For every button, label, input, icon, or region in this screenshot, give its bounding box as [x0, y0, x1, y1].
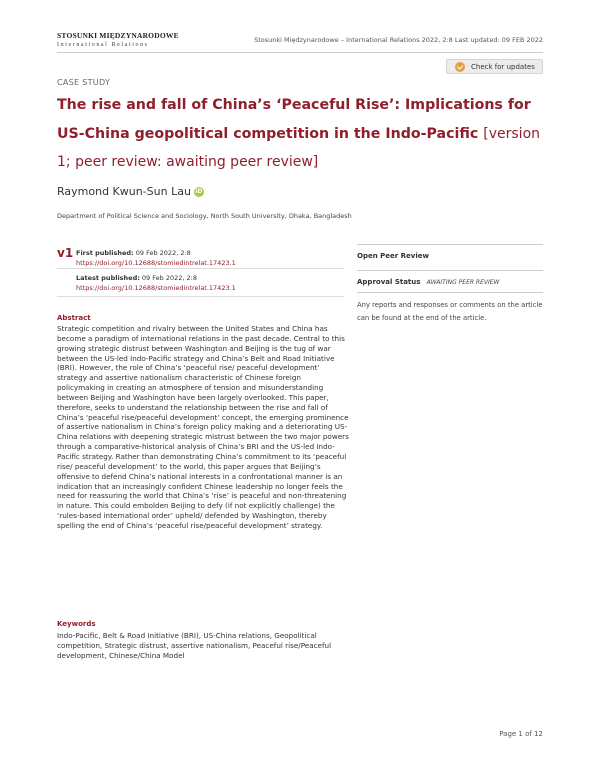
abstract-text: Strategic competition and rivalry between the United States and China has become a paradigm of international relations in the past decade. Central to this growing strategic distrust between Washington and Beijing is the tug of war between the US-led Indo-Pacific strategy and China’s Belt and Road Initiative (BRI). However, the role of China’s ‘peaceful rise/ peaceful development’ strategy and assertive nationalism characteristic of Chinese foreign policymaking in creating an atmosphere of tension and misunderstanding between Beijing and Washington have been largely overlooked. This paper, therefore, seeks to understand the relationship between the rise and fall of China’s ‘peaceful rise/peaceful development’ concept, the emerging prominence of assertive nationalism in China’s foreign policy making and a deteriorating US-China relations with deepening strategic mistrust between the two major powers through a comparative-historical analysis of China’s BRI and the US-led Indo-Pacific strategy. Rather than demonstrating China’s commitment to its ‘peaceful rise/ peaceful development’ to the world, this paper argues that Beijing’s offensive to defend China’s national interests in a confrontational manner is an indication that an increasingly confident Chinese leadership no longer feels the need for reassuring the world that China’s ‘rise’ is peaceful and non-threatening in nature. This could embolden Beijing to defy (if not explicitly challenge) the ‘rules-based international order’ upheld/ defended by Washington, thereby spelling the end of China’s ‘peaceful rise/peaceful development’ strategy.: [57, 324, 349, 530]
version-badge: v1: [57, 246, 74, 260]
logo-main-text: STOSUNKI MIĘDZYNARODOWE: [57, 31, 179, 40]
logo-sub-text: International Relations: [57, 42, 149, 48]
peer-review-title: Open Peer Review: [357, 252, 429, 260]
publication-divider-bottom: [57, 296, 344, 297]
peer-review-note: Any reports and responses or comments on the article can be found at the end of the article.: [357, 301, 543, 322]
affiliation: Department of Political Science and Sociology, North South University, Dhaka, Bangladesh: [57, 212, 352, 220]
latest-published-doi-link[interactable]: https://doi.org/10.12688/stomiedintrelat.17423.1: [76, 284, 236, 292]
latest-published-value: 09 Feb 2022, 2:8: [141, 274, 197, 282]
latest-published: [76, 273, 236, 293]
author-name[interactable]: Raymond Kwun-Sun Lau: [57, 185, 191, 198]
peer-review-divider: [357, 270, 543, 271]
peer-review-divider-2: [357, 292, 543, 293]
approval-status-value: AWAITING PEER REVIEW: [426, 279, 500, 286]
page-number: Page 1 of 12: [499, 730, 543, 738]
title-version: [version 1; peer review: awaiting peer review]: [57, 125, 541, 170]
abstract-heading: Abstract: [57, 314, 91, 322]
publication-divider: [57, 268, 344, 269]
approval-status-label: Approval Status: [357, 278, 421, 286]
running-head: Stosunki Międzynarodowe – International Relations 2022, 2:8 Last updated: 09 FEB 2022: [254, 36, 543, 44]
orcid-icon[interactable]: iD: [195, 187, 203, 195]
first-published-doi-link[interactable]: https://doi.org/10.12688/stomiedintrelat.17423.1: [76, 259, 236, 267]
keywords-heading: Keywords: [57, 620, 96, 628]
journal-logo: [57, 31, 179, 48]
keywords-text: Indo-Pacific, Belt & Road Initiative (BRI), US-China relations, Geopolitical competition, Strategic distrust, assertive nationalism, Peaceful rise/Peaceful development, Chinese/China Model: [57, 631, 332, 660]
first-published-value: 09 Feb 2022, 2:8: [135, 249, 191, 257]
latest-published-label: Latest published:: [76, 274, 140, 282]
open-peer-review-panel: [357, 244, 543, 325]
peer-review-top-rule: [357, 244, 543, 245]
title-main: The rise and fall of China’s ‘Peaceful Rise’: Implications for US-China geopolitical competition in the Indo-Pacific: [57, 97, 531, 142]
check-for-updates-button[interactable]: [446, 59, 543, 74]
article-type: CASE STUDY: [57, 78, 111, 87]
header-divider: [57, 52, 543, 53]
first-published: [76, 248, 236, 268]
approval-status: [357, 278, 543, 286]
check-updates-label: Check for updates: [471, 62, 535, 71]
author: [57, 185, 204, 198]
check-updates-icon: [455, 62, 465, 72]
article-title: [57, 91, 547, 177]
first-published-label: First published:: [76, 249, 134, 257]
